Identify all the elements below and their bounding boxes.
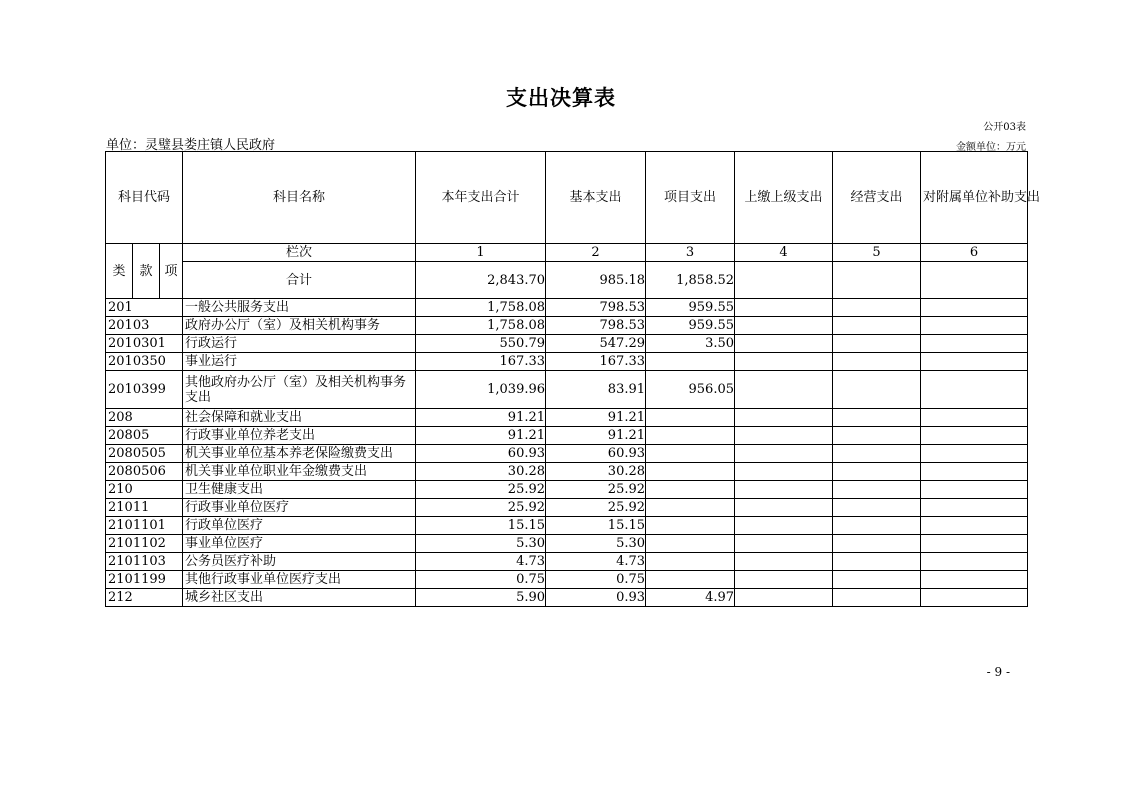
row-name: 一般公共服务支出 <box>183 299 416 317</box>
expenditure-table <box>105 151 1041 607</box>
row-name: 行政单位医疗 <box>183 517 416 535</box>
row-remit-upper <box>735 299 833 317</box>
row-project <box>646 445 735 463</box>
row-name: 事业单位医疗 <box>183 535 416 553</box>
row-code: 2101103 <box>106 553 183 571</box>
row-name: 行政事业单位养老支出 <box>183 427 416 445</box>
row-total: 0.75 <box>416 571 546 589</box>
unit-label: 单位：灵璧县娄庄镇人民政府 <box>106 138 276 153</box>
row-code: 21011 <box>106 499 183 517</box>
row-name: 行政运行 <box>183 335 416 353</box>
row-total: 60.93 <box>416 445 546 463</box>
row-code: 2101101 <box>106 517 183 535</box>
row-remit-upper <box>735 517 833 535</box>
row-basic: 25.92 <box>546 499 646 517</box>
table-row <box>106 481 1028 499</box>
row-business <box>833 463 921 481</box>
row-code: 208 <box>106 409 183 427</box>
row-subsidy-affiliated <box>921 535 1028 553</box>
row-remit-upper <box>735 463 833 481</box>
row-basic: 4.73 <box>546 553 646 571</box>
row-business <box>833 427 921 445</box>
table-row <box>106 299 1028 317</box>
row-remit-upper <box>735 445 833 463</box>
row-project <box>646 463 735 481</box>
row-name: 卫生健康支出 <box>183 481 416 499</box>
row-name: 公务员医疗补助 <box>183 553 416 571</box>
row-basic: 30.28 <box>546 463 646 481</box>
row-remit-upper <box>735 353 833 371</box>
row-total: 25.92 <box>416 499 546 517</box>
row-remit-upper <box>735 589 833 607</box>
row-basic: 60.93 <box>546 445 646 463</box>
header-business: 经营支出 <box>833 152 921 244</box>
table-row <box>106 553 1028 571</box>
row-subsidy-affiliated <box>921 371 1028 409</box>
row-project <box>646 409 735 427</box>
row-total: 5.90 <box>416 589 546 607</box>
col-number: 2 <box>546 244 646 262</box>
row-business <box>833 517 921 535</box>
col-number: 4 <box>735 244 833 262</box>
total-row-basic: 985.18 <box>546 262 646 299</box>
row-basic: 91.21 <box>546 427 646 445</box>
row-project <box>646 499 735 517</box>
row-remit-upper <box>735 317 833 335</box>
header-xiang: 项 <box>160 244 183 299</box>
row-subsidy-affiliated <box>921 571 1028 589</box>
row-project: 956.05 <box>646 371 735 409</box>
row-project <box>646 427 735 445</box>
row-remit-upper <box>735 335 833 353</box>
row-basic: 5.30 <box>546 535 646 553</box>
row-project <box>646 535 735 553</box>
row-name: 机关事业单位职业年金缴费支出 <box>183 463 416 481</box>
row-basic: 0.75 <box>546 571 646 589</box>
row-name: 事业运行 <box>183 353 416 371</box>
row-subsidy-affiliated <box>921 317 1028 335</box>
row-code: 20103 <box>106 317 183 335</box>
table-row <box>106 445 1028 463</box>
row-total: 1,758.08 <box>416 317 546 335</box>
form-code: 公开03表 <box>983 122 1026 133</box>
amount-unit-label: 金额单位：万元 <box>956 142 1026 153</box>
table-row <box>106 463 1028 481</box>
total-row-project: 1,858.52 <box>646 262 735 299</box>
row-project <box>646 517 735 535</box>
row-business <box>833 553 921 571</box>
row-basic: 91.21 <box>546 409 646 427</box>
row-remit-upper <box>735 481 833 499</box>
table-row <box>106 535 1028 553</box>
table-row <box>106 589 1028 607</box>
row-business <box>833 445 921 463</box>
row-basic: 167.33 <box>546 353 646 371</box>
header-subsidy-affiliated: 对附属单位补助支出 <box>921 152 1028 244</box>
row-basic: 15.15 <box>546 517 646 535</box>
row-remit-upper <box>735 371 833 409</box>
header-subject-code: 科目代码 <box>106 152 183 244</box>
col-number: 3 <box>646 244 735 262</box>
row-business <box>833 317 921 335</box>
total-row-total: 2,843.70 <box>416 262 546 299</box>
row-subsidy-affiliated <box>921 445 1028 463</box>
row-remit-upper <box>735 409 833 427</box>
table-row <box>106 335 1028 353</box>
table-row <box>106 371 1028 409</box>
page-number: - 9 - <box>986 665 1010 679</box>
row-basic: 798.53 <box>546 317 646 335</box>
row-remit-upper <box>735 427 833 445</box>
empty-cell <box>735 262 833 299</box>
row-subsidy-affiliated <box>921 427 1028 445</box>
row-code: 2101199 <box>106 571 183 589</box>
row-total: 5.30 <box>416 535 546 553</box>
table-row <box>106 427 1028 445</box>
row-business <box>833 589 921 607</box>
row-project: 4.97 <box>646 589 735 607</box>
col-number: 1 <box>416 244 546 262</box>
row-code: 2101102 <box>106 535 183 553</box>
header-remit-upper: 上缴上级支出 <box>735 152 833 244</box>
row-project: 959.55 <box>646 299 735 317</box>
page-title: 支出决算表 <box>506 86 616 110</box>
row-business <box>833 571 921 589</box>
row-basic: 83.91 <box>546 371 646 409</box>
row-business <box>833 409 921 427</box>
row-code: 2080506 <box>106 463 183 481</box>
row-business <box>833 499 921 517</box>
row-total: 91.21 <box>416 427 546 445</box>
table-row <box>106 317 1028 335</box>
table-row <box>106 353 1028 371</box>
row-subsidy-affiliated <box>921 589 1028 607</box>
row-remit-upper <box>735 553 833 571</box>
row-basic: 798.53 <box>546 299 646 317</box>
table-row <box>106 499 1028 517</box>
row-business <box>833 299 921 317</box>
row-name: 其他政府办公厅（室）及相关机构事务支出 <box>183 371 416 409</box>
row-code: 201 <box>106 299 183 317</box>
row-project: 959.55 <box>646 317 735 335</box>
row-total: 1,039.96 <box>416 371 546 409</box>
row-business <box>833 335 921 353</box>
empty-cell <box>921 262 1028 299</box>
row-business <box>833 371 921 409</box>
header-kuan: 款 <box>133 244 160 299</box>
row-code: 2010350 <box>106 353 183 371</box>
table-row <box>106 517 1028 535</box>
row-business <box>833 353 921 371</box>
row-business <box>833 535 921 553</box>
col-number: 6 <box>921 244 1028 262</box>
row-code: 2080505 <box>106 445 183 463</box>
row-total: 91.21 <box>416 409 546 427</box>
row-name: 行政事业单位医疗 <box>183 499 416 517</box>
total-row-label: 合计 <box>183 262 416 299</box>
table-row <box>106 409 1028 427</box>
row-total: 1,758.08 <box>416 299 546 317</box>
row-name: 机关事业单位基本养老保险缴费支出 <box>183 445 416 463</box>
row-total: 4.73 <box>416 553 546 571</box>
row-project <box>646 481 735 499</box>
row-remit-upper <box>735 499 833 517</box>
row-business <box>833 481 921 499</box>
empty-cell <box>833 262 921 299</box>
row-code: 20805 <box>106 427 183 445</box>
row-subsidy-affiliated <box>921 299 1028 317</box>
row-total: 25.92 <box>416 481 546 499</box>
row-basic: 0.93 <box>546 589 646 607</box>
header-lei: 类 <box>106 244 133 299</box>
header-basic: 基本支出 <box>546 152 646 244</box>
row-project: 3.50 <box>646 335 735 353</box>
row-subsidy-affiliated <box>921 353 1028 371</box>
row-subsidy-affiliated <box>921 517 1028 535</box>
row-name: 城乡社区支出 <box>183 589 416 607</box>
row-total: 167.33 <box>416 353 546 371</box>
row-name: 社会保障和就业支出 <box>183 409 416 427</box>
row-subsidy-affiliated <box>921 481 1028 499</box>
row-name: 政府办公厅（室）及相关机构事务 <box>183 317 416 335</box>
row-project <box>646 353 735 371</box>
table-row <box>106 571 1028 589</box>
row-basic: 25.92 <box>546 481 646 499</box>
row-subsidy-affiliated <box>921 409 1028 427</box>
row-total: 30.28 <box>416 463 546 481</box>
row-remit-upper <box>735 535 833 553</box>
row-total: 15.15 <box>416 517 546 535</box>
row-subsidy-affiliated <box>921 553 1028 571</box>
row-code: 210 <box>106 481 183 499</box>
row-total: 550.79 <box>416 335 546 353</box>
header-project: 项目支出 <box>646 152 735 244</box>
header-subject-name: 科目名称 <box>183 152 416 244</box>
col-number: 5 <box>833 244 921 262</box>
row-code: 2010301 <box>106 335 183 353</box>
header-lanci: 栏次 <box>183 244 416 262</box>
row-code: 2010399 <box>106 371 183 409</box>
header-total: 本年支出合计 <box>416 152 546 244</box>
row-basic: 547.29 <box>546 335 646 353</box>
row-remit-upper <box>735 571 833 589</box>
row-code: 212 <box>106 589 183 607</box>
row-name: 其他行政事业单位医疗支出 <box>183 571 416 589</box>
row-subsidy-affiliated <box>921 463 1028 481</box>
row-project <box>646 553 735 571</box>
row-project <box>646 571 735 589</box>
row-subsidy-affiliated <box>921 499 1028 517</box>
row-subsidy-affiliated <box>921 335 1028 353</box>
